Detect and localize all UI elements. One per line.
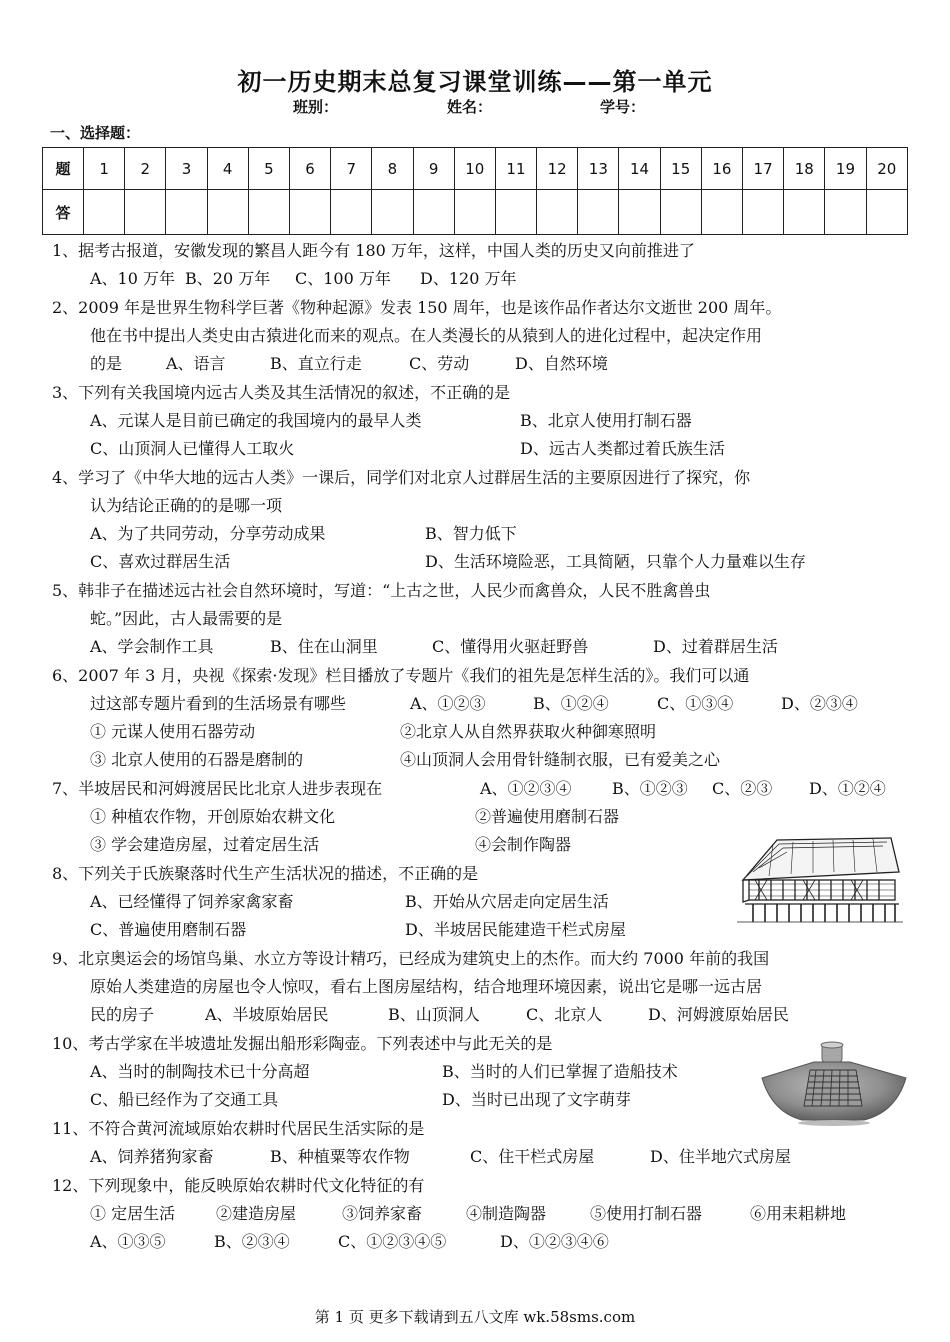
question-number-cell: 9 bbox=[413, 148, 454, 190]
student-id-label: 学号： bbox=[600, 98, 646, 116]
option-c: C、普遍使用磨制石器 bbox=[90, 920, 247, 939]
item-3: ③ 北京人使用的石器是磨制的 bbox=[90, 750, 304, 769]
option-b: B、住在山洞里 bbox=[270, 637, 378, 656]
option-c: C、船已经作为了交通工具 bbox=[90, 1090, 279, 1109]
question-5-options bbox=[90, 633, 778, 661]
option-c: C、北京人 bbox=[526, 1005, 603, 1024]
answer-cell[interactable] bbox=[660, 190, 701, 235]
answer-cell[interactable] bbox=[166, 190, 207, 235]
boat-pottery-image bbox=[758, 1040, 910, 1126]
option-a: A、①③⑤ bbox=[90, 1232, 166, 1251]
option-a: A、已经懂得了饲养家禽家畜 bbox=[90, 892, 294, 911]
answer-table bbox=[42, 147, 908, 235]
question-4-stem: 4、学习了《中华大地的远古人类》一课后，同学们对北京人过群居生活的主要原因进行了探究，你 bbox=[52, 468, 751, 487]
option-b: B、①②③ bbox=[612, 779, 688, 798]
question-number-cell: 14 bbox=[619, 148, 660, 190]
option-a: A、语言 bbox=[166, 354, 226, 373]
answer-cell[interactable] bbox=[537, 190, 578, 235]
question-1-stem: 1、据考古报道，安徽发现的繁昌人距今有 180 万年，这样，中国人类的历史又向前推进了 bbox=[52, 241, 695, 260]
question-1-options bbox=[90, 265, 516, 293]
question-number-cell: 19 bbox=[825, 148, 866, 190]
question-number-cell: 11 bbox=[495, 148, 536, 190]
answer-cell[interactable] bbox=[454, 190, 495, 235]
item-3: ③饲养家畜 bbox=[342, 1204, 423, 1223]
question-4-stem-line2: 认为结论正确的的是哪一项 bbox=[90, 496, 283, 515]
item-2: ②建造房屋 bbox=[216, 1204, 297, 1223]
option-a: A、10 万年 bbox=[90, 269, 176, 288]
answer-cell[interactable] bbox=[701, 190, 742, 235]
option-a: A、为了共同劳动，分享劳动成果 bbox=[90, 524, 326, 543]
item-1: ① 种植农作物，开创原始农耕文化 bbox=[90, 807, 336, 826]
question-number-cell: 5 bbox=[248, 148, 289, 190]
option-c: C、100 万年 bbox=[295, 269, 391, 288]
section-heading-choice: 一、选择题： bbox=[50, 124, 141, 142]
option-a: A、学会制作工具 bbox=[90, 637, 214, 656]
option-c: C、①③④ bbox=[657, 694, 734, 713]
option-b: B、②③④ bbox=[214, 1232, 290, 1251]
option-a: A、当时的制陶技术已十分高超 bbox=[90, 1062, 310, 1081]
question-5-stem-line2: 蛇。”因此，古人最需要的是 bbox=[90, 609, 283, 628]
question-8-options-row1 bbox=[90, 888, 609, 916]
answer-cell[interactable] bbox=[866, 190, 907, 235]
answer-table-answer-row bbox=[43, 190, 908, 235]
question-2-stem-line2: 他在书中提出人类史由古猿进化而来的观点。在人类漫长的从猿到人的进化过程中，起决定作用 bbox=[90, 326, 763, 345]
question-number-cell: 16 bbox=[701, 148, 742, 190]
question-4-options-row2 bbox=[90, 548, 806, 576]
option-b: B、种植粟等农作物 bbox=[270, 1147, 410, 1166]
question-2-stem-line3: 的是 bbox=[90, 354, 123, 373]
question-10-options-row2 bbox=[90, 1086, 631, 1114]
option-c: C、②③ bbox=[712, 779, 773, 798]
question-number-cell: 10 bbox=[454, 148, 495, 190]
question-number-cell: 12 bbox=[537, 148, 578, 190]
question-2-stem: 2、2009 年是世界生物科学巨著《物种起源》发表 150 周年，也是该作品作者达尔文逝世 200 周年。 bbox=[52, 298, 782, 317]
option-d: D、当时已出现了文字萌芽 bbox=[442, 1090, 631, 1109]
item-1: ① 定居生活 bbox=[90, 1204, 176, 1223]
question-number-cell: 4 bbox=[207, 148, 248, 190]
option-c: C、懂得用火驱赶野兽 bbox=[432, 637, 589, 656]
option-d: D、河姆渡原始居民 bbox=[648, 1005, 789, 1024]
answer-cell[interactable] bbox=[619, 190, 660, 235]
question-5-stem: 5、韩非子在描述远古社会自然环境时，写道：“上古之世，人民少而禽兽众，人民不胜禽兽虫 bbox=[52, 581, 711, 600]
option-d: D、①②④ bbox=[809, 779, 886, 798]
question-10-stem: 10、考古学家在半坡遗址发掘出船形彩陶壶。下列表述中与此无关的是 bbox=[52, 1034, 553, 1053]
question-11-options bbox=[90, 1143, 791, 1171]
question-6-stem-line2: 过这部专题片看到的生活场景有哪些 bbox=[90, 694, 347, 713]
option-b: B、山顶洞人 bbox=[388, 1005, 480, 1024]
option-a: A、半坡原始居民 bbox=[205, 1005, 329, 1024]
option-b: B、智力低下 bbox=[425, 524, 517, 543]
question-number-cell: 1 bbox=[84, 148, 125, 190]
option-d: D、半坡居民能建造干栏式房屋 bbox=[405, 920, 626, 939]
question-6-options bbox=[90, 690, 858, 718]
question-7-items-row2 bbox=[90, 831, 571, 859]
question-9-stem-line3: 民的房子 bbox=[90, 1005, 155, 1024]
item-4: ④制造陶器 bbox=[466, 1204, 547, 1223]
option-b: B、开始从穴居走向定居生活 bbox=[405, 892, 609, 911]
question-12-stem: 12、下列现象中，能反映原始农耕时代文化特征的有 bbox=[52, 1176, 425, 1195]
option-a: A、饲养猪狗家畜 bbox=[90, 1147, 214, 1166]
option-d: D、住半地穴式房屋 bbox=[650, 1147, 791, 1166]
answer-cell[interactable] bbox=[825, 190, 866, 235]
answer-cell[interactable] bbox=[84, 190, 125, 235]
question-6-stem: 6、2007 年 3 月，央视《探索·发现》栏目播放了专题片《我们的祖先是怎样生活的》。我们可以通 bbox=[52, 666, 750, 685]
page-title: 初一历史期末总复习课堂训练——第一单元 bbox=[237, 68, 713, 96]
question-3-stem: 3、下列有关我国境内远古人类及其生活情况的叙述，不正确的是 bbox=[52, 383, 511, 402]
question-2-options bbox=[90, 350, 608, 378]
answer-cell[interactable] bbox=[289, 190, 330, 235]
question-12-options bbox=[90, 1228, 609, 1256]
name-label: 姓名： bbox=[447, 98, 493, 116]
question-number-cell: 8 bbox=[372, 148, 413, 190]
question-7-items-row1 bbox=[90, 803, 619, 831]
item-2: ②普遍使用磨制石器 bbox=[475, 807, 620, 826]
question-3-options-row2 bbox=[90, 435, 725, 463]
question-number-cell: 18 bbox=[784, 148, 825, 190]
option-a: A、元谋人是目前已确定的我国境内的最早人类 bbox=[90, 411, 422, 430]
question-number-cell: 2 bbox=[125, 148, 166, 190]
question-3-options-row1 bbox=[90, 407, 692, 435]
question-7-line bbox=[52, 775, 886, 803]
question-number-cell: 15 bbox=[660, 148, 701, 190]
stilt-house-image bbox=[733, 832, 905, 928]
option-b: B、当时的人们已掌握了造船技术 bbox=[442, 1062, 678, 1081]
question-11-stem: 11、不符合黄河流域原始农耕时代居民生活实际的是 bbox=[52, 1119, 425, 1138]
answer-cell[interactable] bbox=[495, 190, 536, 235]
question-number-cell: 20 bbox=[866, 148, 907, 190]
option-c: C、劳动 bbox=[409, 354, 470, 373]
class-label: 班别： bbox=[293, 98, 339, 116]
item-4: ④山顶洞人会用骨针缝制衣服，已有爱美之心 bbox=[400, 750, 721, 769]
question-6-items-row1 bbox=[90, 718, 656, 746]
answer-cell[interactable] bbox=[413, 190, 454, 235]
answer-cell[interactable] bbox=[784, 190, 825, 235]
item-5: ⑤使用打制石器 bbox=[590, 1204, 703, 1223]
question-9-stem-line2: 原始人类建造的房屋也令人惊叹，看右上图房屋结构，结合地理环境因素，说出它是哪一远古居 bbox=[90, 977, 763, 996]
question-6-items-row2 bbox=[90, 746, 720, 774]
answer-table-number-row bbox=[43, 148, 908, 190]
option-a: A、①②③④ bbox=[480, 779, 572, 798]
option-c: C、住干栏式房屋 bbox=[470, 1147, 595, 1166]
question-9-stem: 9、北京奥运会的场馆鸟巢、水立方等设计精巧，已经成为建筑史上的杰作。而大约 7000 年前的我国 bbox=[52, 949, 770, 968]
question-4-options-row1 bbox=[90, 520, 517, 548]
item-2: ②北京人从自然界获取火种御寒照明 bbox=[400, 722, 657, 741]
answer-cell[interactable] bbox=[331, 190, 372, 235]
question-8-options-row2 bbox=[90, 916, 626, 944]
option-d: D、生活环境险恶，工具简陋，只靠个人力量难以生存 bbox=[425, 552, 806, 571]
question-header-cell: 题 bbox=[43, 148, 84, 190]
item-4: ④会制作陶器 bbox=[475, 835, 572, 854]
question-8-stem: 8、下列关于氏族聚落时代生产生活状况的描述，不正确的是 bbox=[52, 864, 479, 883]
question-10-options-row1 bbox=[90, 1058, 678, 1086]
option-d: D、过着群居生活 bbox=[653, 637, 778, 656]
question-number-cell: 6 bbox=[289, 148, 330, 190]
option-b: B、20 万年 bbox=[185, 269, 271, 288]
question-12-items bbox=[90, 1200, 846, 1228]
answer-cell[interactable] bbox=[372, 190, 413, 235]
option-b: B、北京人使用打制石器 bbox=[520, 411, 692, 430]
option-d: D、远古人类都过着氏族生活 bbox=[520, 439, 725, 458]
question-number-cell: 17 bbox=[743, 148, 784, 190]
question-9-options bbox=[90, 1001, 789, 1029]
option-c: C、喜欢过群居生活 bbox=[90, 552, 231, 571]
answer-cell[interactable] bbox=[578, 190, 619, 235]
page-footer: 第 1 页 更多下载请到五八文库 wk.58sms.com bbox=[314, 1308, 636, 1326]
question-number-cell: 13 bbox=[578, 148, 619, 190]
item-1: ① 元谋人使用石器劳动 bbox=[90, 722, 256, 741]
option-d: D、自然环境 bbox=[515, 354, 608, 373]
option-a: A、①②③ bbox=[410, 694, 486, 713]
answer-header-cell: 答 bbox=[43, 190, 84, 235]
option-c: C、①②③④⑤ bbox=[338, 1232, 447, 1251]
item-6: ⑥用耒耜耕地 bbox=[750, 1204, 847, 1223]
option-d: D、120 万年 bbox=[420, 269, 517, 288]
option-d: D、②③④ bbox=[781, 694, 858, 713]
answer-cell[interactable] bbox=[125, 190, 166, 235]
question-7-stem: 7、半坡居民和河姆渡居民比北京人进步表现在 bbox=[52, 779, 383, 798]
item-3: ③ 学会建造房屋，过着定居生活 bbox=[90, 835, 320, 854]
option-b: B、①②④ bbox=[533, 694, 609, 713]
question-number-cell: 7 bbox=[331, 148, 372, 190]
question-number-cell: 3 bbox=[166, 148, 207, 190]
option-d: D、①②③④⑥ bbox=[500, 1232, 609, 1251]
answer-cell[interactable] bbox=[207, 190, 248, 235]
answer-cell[interactable] bbox=[248, 190, 289, 235]
option-b: B、直立行走 bbox=[270, 354, 362, 373]
option-c: C、山顶洞人已懂得人工取火 bbox=[90, 439, 295, 458]
answer-cell[interactable] bbox=[743, 190, 784, 235]
